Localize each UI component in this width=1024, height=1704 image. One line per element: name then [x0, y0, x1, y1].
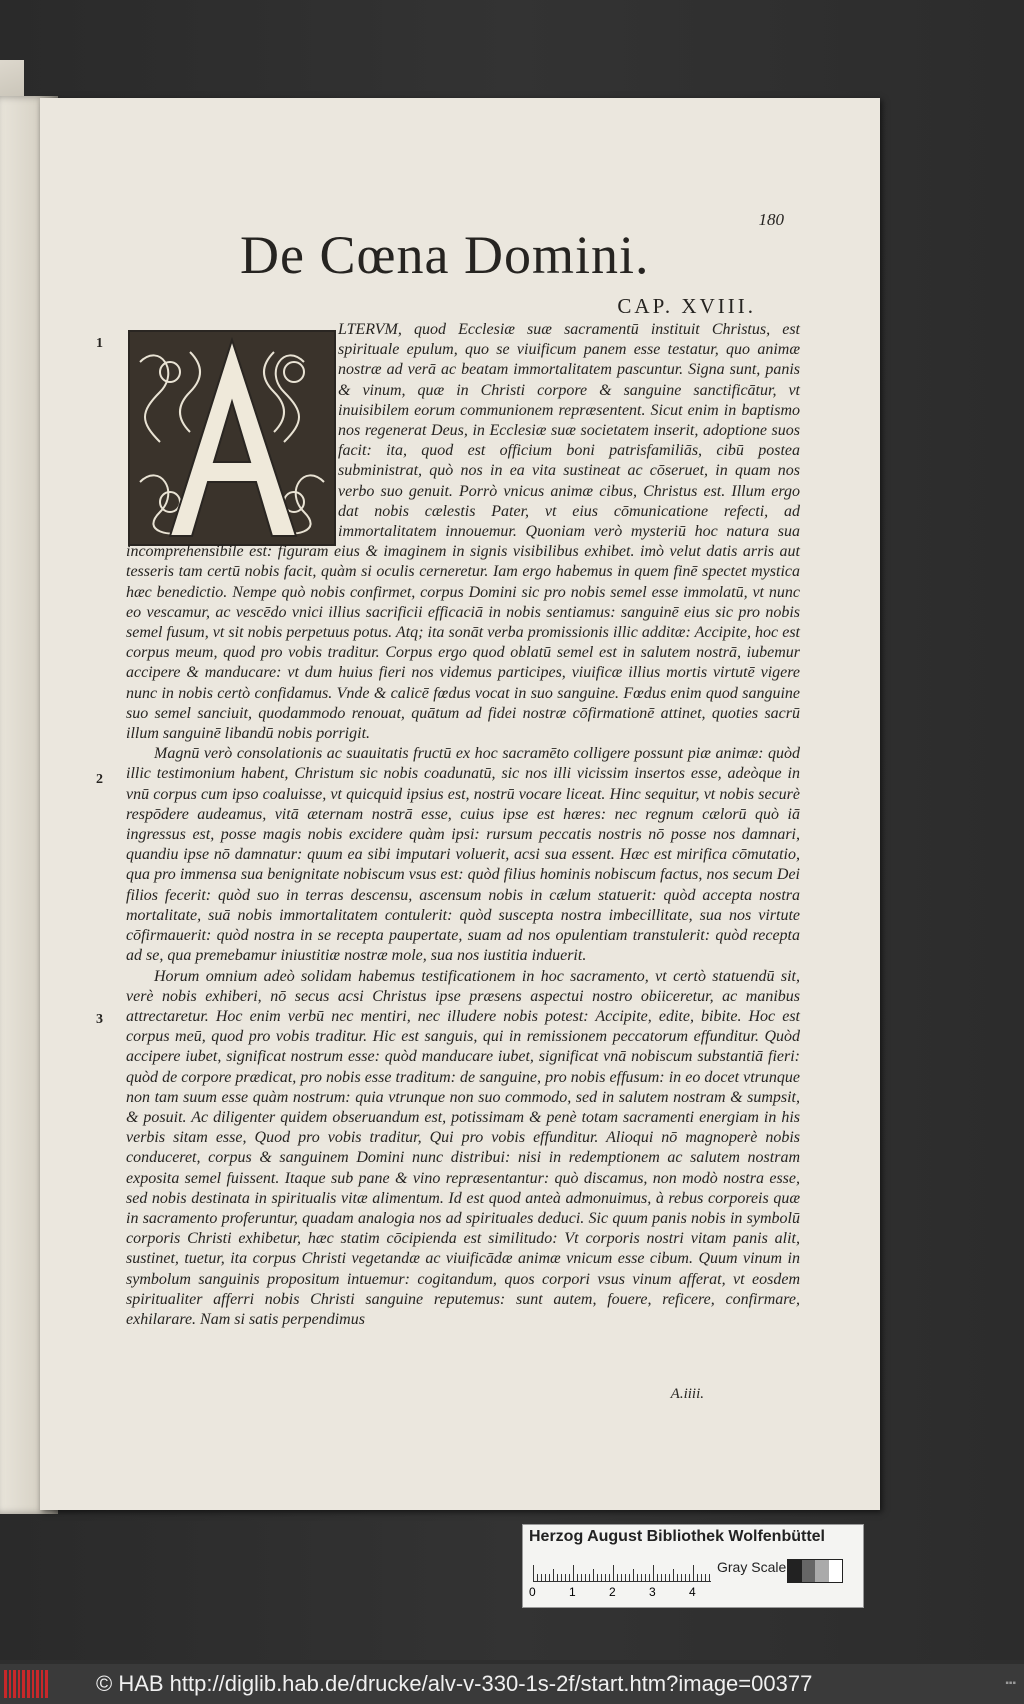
- ruler-tick: [561, 1574, 562, 1581]
- ruler-tick: [705, 1574, 706, 1581]
- ruler-label-4: 4: [689, 1585, 696, 1599]
- ruler-tick: [569, 1574, 570, 1581]
- hab-logo-icon: [4, 1670, 48, 1698]
- scale-ruler: [533, 1559, 711, 1582]
- ruler-tick: [629, 1574, 630, 1581]
- gray-scale-swatch: [787, 1559, 843, 1583]
- ruler-tick: [709, 1574, 710, 1581]
- ruler-tick: [605, 1574, 606, 1581]
- body-text: [126, 320, 800, 1330]
- ruler-tick: [649, 1574, 650, 1581]
- ruler-tick: [613, 1565, 614, 1581]
- ruler-tick: [593, 1569, 594, 1581]
- ruler-tick: [553, 1569, 554, 1581]
- ruler-label-0: 0: [529, 1585, 536, 1599]
- ruler-tick: [693, 1565, 694, 1581]
- ruler-tick: [573, 1565, 574, 1581]
- ruler-tick: [657, 1574, 658, 1581]
- margin-number-3: 3: [96, 1012, 103, 1027]
- footer-url-text: © HAB http://diglib.hab.de/drucke/alv-v-330-1s-2f/start.htm?image=00377: [96, 1671, 813, 1696]
- ruler-tick: [557, 1574, 558, 1581]
- chapter-heading: CAP. XVIII.: [617, 294, 756, 318]
- library-name: Herzog August Bibliothek Wolfenbüttel: [529, 1528, 825, 1545]
- paragraph-3: Horum omnium adeò solidam habemus testificationem in hoc sacramento, vt certò statuendū sit, verè nobis exhiberi, nō secus acsi Christus ipse præsens aspectui nostro obiiceretur, ac manibus attrectaretur. Hoc enim verbū nec mentiri, nec illudere nobis potest: Accipite, edite, bibite. Hoc est corpus meū, quod pro vobis traditur. Hic est sanguis, qui in remissionem peccatorum effunditur. Quòd accipere iubet, significat nostrum esse: quòd manducare iubet, significat vnā nobiscum substantiā fieri: quòd de corpore prædicat, pro nobis esse traditum: de sanguine, pro nobis effusum: in eo docet vtrunque non tam suum esse quàm nostrum: quia vtrunque non suo commodo, sed in salutem nostram & sumpsit, & posuit. Ac diligenter quidem obseruandum est, potissimam & penè totam sacramenti energiam in his verbis sitam esse, Quod pro vobis traditur, Qui pro vobis effunditur. Alioqui nō magnoperè nobis conduceret, corpus & sanguinem Domini nunc distribui: nisi in redemptionem ac salutem nostram exposita semel fuissent. Itaque sub pane & vino repræsentantur: quò discamus, non modò nostra esse, sed nobis destinata in spiritualis vitæ alimentum. Id est quod anteà admonuimus, à rebus corporeis quæ in sacramento proferuntur, quadam analogia nos ad spirituales deduci. Sic quum panis nobis in symbolū corporis Christi exhibetur, hæc statim cōcipienda est similitudo: Vt corporis nostri vitam panis alit, sustinet, tuetur, ita corpus Christi vegetandæ ac viuificādæ animæ vnicum esse cibum. Quum vinum in symbolum sanguinis propositum intuemur: cogitandum, quos corpori vsus vinum afferat, vt eosdem spiritualiter afferri nobis Christi sanguine reputemus: sunt autem, fouere, reficere, confirmare, exhilarare. Nam si satis perpendimus: [126, 967, 800, 1328]
- ruler-tick: [537, 1574, 538, 1581]
- paragraph-1: LTERVM, quod Ecclesiæ suæ sacramentū instituit Christus, est spirituale epulum, quo se viuificum panem esse testatur, quo animæ nostræ ad verā ac beatam immortalitatem pascuntur. Signa sunt, panis & vinum, quæ in Christi corpore & sanguine sanctificātur, vt inuisibilem eorum communionem repræsentent. Sicut enim in baptismo nos regenerat Deus, in Ecclesiæ suæ societatem inserit, adoptione suos facit: ita, quod est officium boni patrisfamiliās, cibū postea subministrat, quò nos in ea vita sustineat ac cōseruet, in quam nos verbo suo genuit. Porrò vnicus animæ cibus, Christus est. Illum ergo dat nobis cælestis Pater, vt eius cōmunicatione refecti, ad immortalitatem innouemur. Quoniam verò mysteriū hoc natura sua incomprehensibile est: figuram eius & imaginem in signis visibilibus exhibet. imò velut datis arris aut tesseris tam certū nobis facit, quàm si oculis cerneretur. Iam ergo habemus in quem finē spectet mystica hæc benedictio. Nempe quò nobis confirmet, corpus Domini sic pro nobis semel esse immolatū, vt nunc eo vescamur, ac vescēdo vnici illius sacrificii efficaciā in nobis sentiamus: sanguinē eius sic pro nobis semel fusum, vt sit nobis perpetuus potus. Atq; ita sonāt verba promissionis illic additæ: Accipite, hoc est corpus meum, quod pro vobis traditur. Corpus ergo quod oblatū semel est in salutem nostrā, iubemur accipere & manducare: vt dum huius fieri nos videmus participes, viuificæ illius mortis virtutē vigere nunc in nobis certò confidamus. Vnde & calicē fœdus vocat in suo sanguine. Fœdus enim quod sanguine suo semel sanciuit, quodammodo renouat, quātum ad fidei nostræ cōfirmationē attinet, quoties sacrū illum sanguinē libandū nobis porrigit.: [126, 321, 800, 743]
- ruler-tick: [565, 1574, 566, 1581]
- margin-number-1: 1: [96, 336, 103, 351]
- ruler-tick: [685, 1574, 686, 1581]
- ruler-tick: [581, 1574, 582, 1581]
- ruler-tick: [701, 1574, 702, 1581]
- ruler-tick: [681, 1574, 682, 1581]
- ruler-tick: [673, 1569, 674, 1581]
- ruler-tick: [653, 1565, 654, 1581]
- ruler-tick: [597, 1574, 598, 1581]
- paragraph-2: Magnū verò consolationis ac suauitatis fructū ex hoc sacramēto colligere possunt piæ animæ: quòd illic testimonium habent, Christum sic nobis coadunatū, sic nos illi vicissim insertos esse, adeòque in vnū corpus cum ipso coaluisse, vt quicquid ipsius est, nostrū vocare liceat. Hinc sequitur, vt nobis securè respōdere audeamus, vitā æternam nostrā esse, cuius ipse est hæres: nec regnum cælorū quò iā ingressus est, posse magis nobis excidere quàm ipsi: rursum peccatis nostris nō posse nos damnari, quandiu ipse nō damnatur: quum ea sibi imputari voluerit, acsi sua essent. Hæc est mirifica cōmutatio, qua pro immensa sua benignitate nobiscum vsus est: quòd filius hominis nobiscum factus, nos secum Dei filios fecerit: quòd suo in terras descensu, ascensum nobis in cælum statuerit: quòd accepta nostra mortalitate, suā nobis immortalitatem contulerit: quòd suscepta nostra imbecillitate, sua nos virtute cōfirmauerit: quòd nostra in se recepta paupertate, suam ad nos opulentiam transtulerit: quòd recepta ad se, qua premebamur iniustitiæ nostræ mole, sua nos iustitia induerit.: [126, 745, 800, 965]
- signature-mark: A.iiii.: [670, 1386, 704, 1402]
- margin-number-2: 2: [96, 772, 103, 787]
- ruler-tick: [645, 1574, 646, 1581]
- ruler-tick: [533, 1565, 534, 1581]
- ruler-label-2: 2: [609, 1585, 616, 1599]
- page-title: De Cœna Domini.: [240, 225, 650, 285]
- ruler-tick: [609, 1574, 610, 1581]
- ruler-label-3: 3: [649, 1585, 656, 1599]
- ruler-tick: [677, 1574, 678, 1581]
- footer-bar: [0, 1664, 1024, 1704]
- ruler-tick: [697, 1574, 698, 1581]
- book-page: [40, 98, 880, 1510]
- left-page-corner: [0, 60, 24, 100]
- footer-dots-icon: ▪▪▪: [1005, 1678, 1016, 1689]
- ruler-tick: [601, 1574, 602, 1581]
- ruler-tick: [661, 1574, 662, 1581]
- ruler-tick: [589, 1574, 590, 1581]
- ruler-tick: [621, 1574, 622, 1581]
- ruler-tick: [665, 1574, 666, 1581]
- page-number: 180: [758, 210, 784, 229]
- ruler-tick: [617, 1574, 618, 1581]
- ruler-label-1: 1: [569, 1585, 576, 1599]
- ruler-tick: [633, 1569, 634, 1581]
- ruler-tick: [637, 1574, 638, 1581]
- ruler-tick: [541, 1574, 542, 1581]
- ruler-tick: [585, 1574, 586, 1581]
- ruler-tick: [641, 1574, 642, 1581]
- ruler-tick: [577, 1574, 578, 1581]
- gray-scale-label: Gray Scale: [717, 1559, 787, 1575]
- library-badge: [522, 1524, 864, 1608]
- ruler-tick: [549, 1574, 550, 1581]
- ruler-tick: [625, 1574, 626, 1581]
- ruler-tick: [545, 1574, 546, 1581]
- ruler-tick: [689, 1574, 690, 1581]
- ruler-tick: [669, 1574, 670, 1581]
